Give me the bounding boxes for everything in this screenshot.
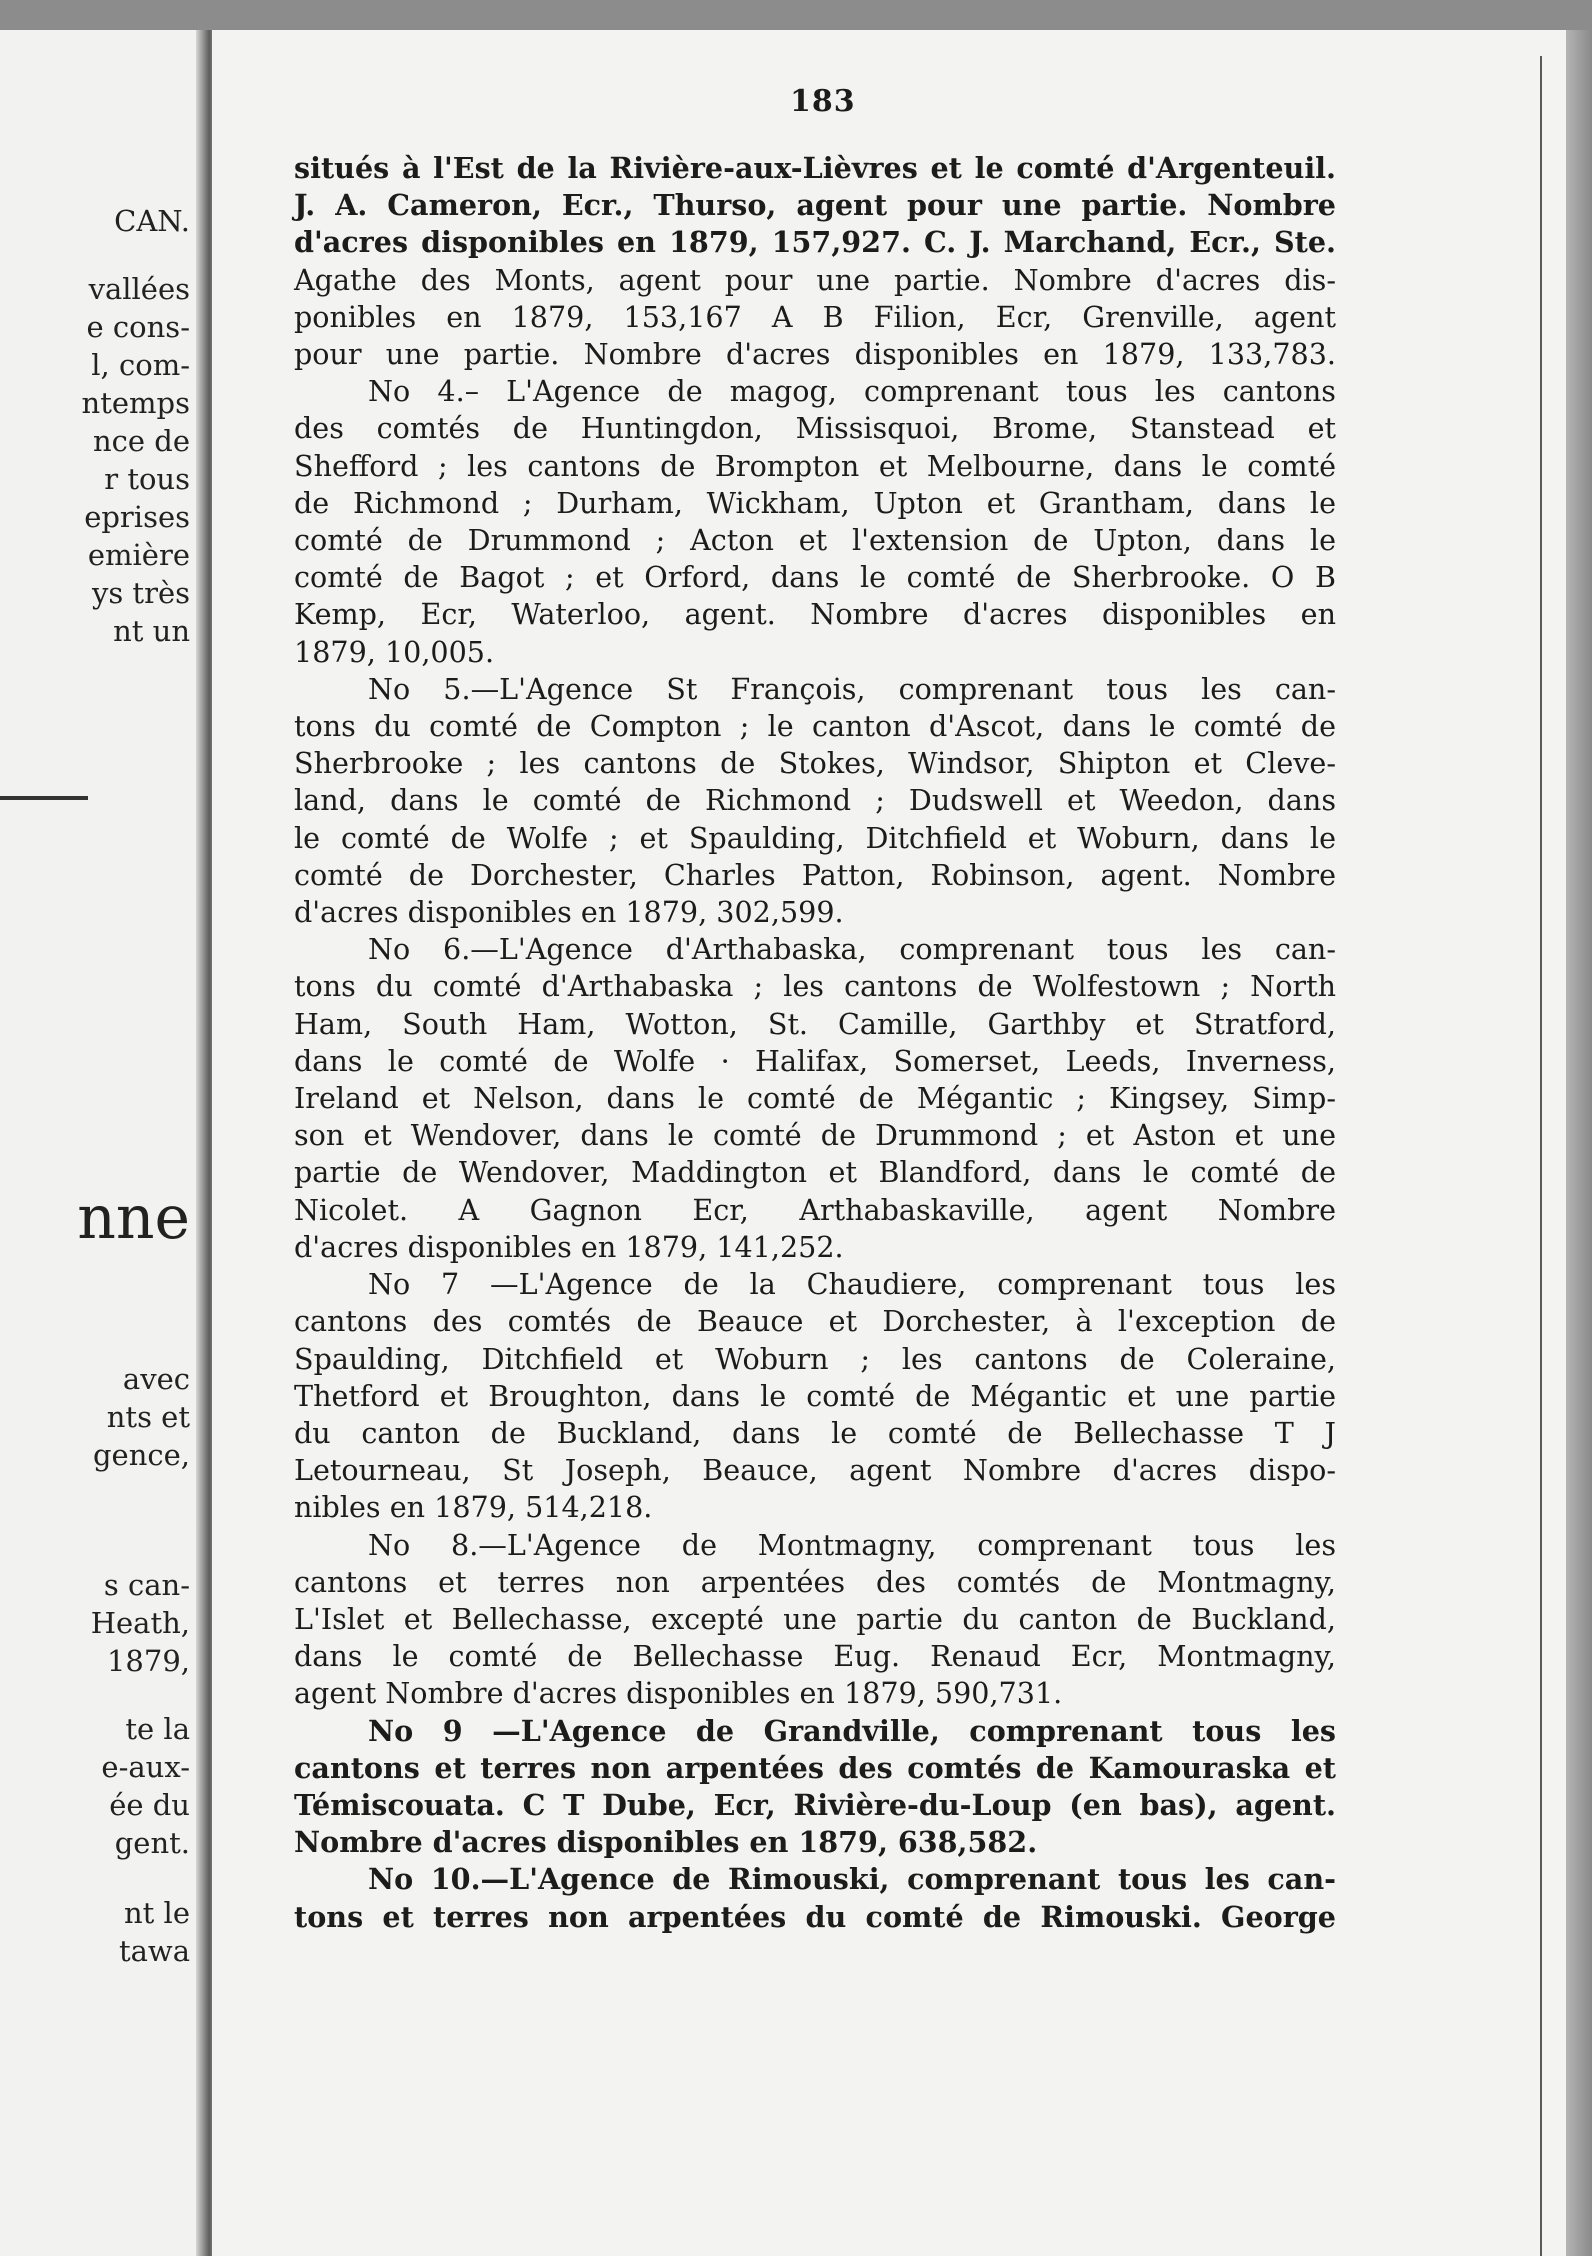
text-line: cantons et terres non arpentées des comtés de Montmagny, <box>294 1564 1336 1599</box>
left-fragment: nt un <box>113 614 190 648</box>
left-fragment: CAN. <box>114 204 190 238</box>
text-line: des comtés de Huntingdon, Missisquoi, Brome, Stanstead et <box>294 411 1336 446</box>
text-line: comté de Drummond ; Acton et l'extension de Upton, dans le <box>294 523 1336 558</box>
text-line: cantons des comtés de Beauce et Dorchester, à l'exception de <box>294 1304 1336 1339</box>
left-fragment: 1879, <box>106 1644 190 1678</box>
text-line: Thetford et Broughton, dans le comté de Mégantic et une partie <box>294 1378 1336 1413</box>
text-line: No 10.—L'Agence de Rimouski, comprenant tous les can- <box>368 1862 1336 1897</box>
scan-right-border <box>1566 30 1592 2256</box>
text-line: d'acres disponibles en 1879, 157,927. C. J. Marchand, Ecr., Ste. <box>294 225 1336 260</box>
left-fragment: e-aux- <box>101 1750 190 1784</box>
text-line: son et Wendover, dans le comté de Drummond ; et Aston et une <box>294 1118 1336 1153</box>
text-line: tons et terres non arpentées du comté de Rimouski. George <box>294 1899 1336 1934</box>
text-line: agent Nombre d'acres disponibles en 1879, 590,731. <box>294 1676 1063 1711</box>
text-line: Kemp, Ecr, Waterloo, agent. Nombre d'acres disponibles en <box>294 597 1336 632</box>
text-line: J. A. Cameron, Ecr., Thurso, agent pour une partie. Nombre <box>294 188 1336 223</box>
left-fragment: nt le <box>124 1896 190 1930</box>
text-line: Shefford ; les cantons de Brompton et Melbourne, dans le comté <box>294 448 1336 483</box>
text-line: L'Islet et Bellechasse, excepté une partie du canton de Buckland, <box>294 1601 1336 1636</box>
text-line: Nicolet. A Gagnon Ecr, Arthabaskaville, agent Nombre <box>294 1192 1336 1227</box>
text-line: ponibles en 1879, 153,167 A B Filion, Ecr, Grenville, agent <box>294 299 1336 334</box>
text-line: Ireland et Nelson, dans le comté de Mégantic ; Kingsey, Simp- <box>294 1081 1336 1116</box>
page-edge-line <box>1540 56 1542 2256</box>
text-line: land, dans le comté de Richmond ; Dudswell et Weedon, dans <box>294 783 1336 818</box>
left-fragment: te la <box>125 1712 190 1746</box>
text-line: dans le comté de Bellechasse Eug. Renaud Ecr, Montmagny, <box>294 1639 1336 1674</box>
left-fragment: nce de <box>92 424 190 458</box>
text-line: comté de Dorchester, Charles Patton, Robinson, agent. Nombre <box>294 857 1336 892</box>
left-fragment: avec <box>122 1362 190 1396</box>
left-fragment: ntemps <box>81 386 190 420</box>
text-line: du canton de Buckland, dans le comté de Bellechasse T J <box>294 1415 1336 1450</box>
text-line: dans le comté de Wolfe · Halifax, Somerset, Leeds, Inverness, <box>294 1043 1336 1078</box>
text-line: Letourneau, St Joseph, Beauce, agent Nombre d'acres dispo- <box>294 1453 1336 1488</box>
text-line: 1879, 10,005. <box>294 634 495 669</box>
text-line: situés à l'Est de la Rivière-aux-Lièvres et le comté d'Argenteuil. <box>294 151 1336 185</box>
text-line: No 9 —L'Agence de Grandville, comprenant tous les <box>368 1713 1336 1748</box>
scan-top-border <box>0 0 1592 30</box>
text-line: No 5.—L'Agence St François, comprenant tous les can- <box>368 671 1336 706</box>
left-fragment: vallées <box>88 272 190 306</box>
left-fragment: s can- <box>103 1568 190 1602</box>
text-line: nibles en 1879, 514,218. <box>294 1490 653 1525</box>
text-line: le comté de Wolfe ; et Spaulding, Ditchfield et Woburn, dans le <box>294 820 1336 855</box>
left-fragment: gence, <box>92 1438 190 1472</box>
body-text <box>294 150 1336 1936</box>
text-line: No 8.—L'Agence de Montmagny, comprenant tous les <box>368 1527 1336 1562</box>
left-fragment: r tous <box>104 462 190 496</box>
left-fragment: Heath, <box>90 1606 190 1640</box>
left-page-edge <box>0 30 206 2256</box>
left-fragment-heading: nne <box>77 1183 190 1253</box>
text-line: d'acres disponibles en 1879, 302,599. <box>294 895 844 930</box>
text-line: Nombre d'acres disponibles en 1879, 638,582. <box>294 1825 1038 1860</box>
text-line: pour une partie. Nombre d'acres disponibles en 1879, 133,783. <box>294 337 1336 372</box>
text-line: de Richmond ; Durham, Wickham, Upton et Grantham, dans le <box>294 485 1336 520</box>
text-line: tons du comté de Compton ; le canton d'Ascot, dans le comté de <box>294 709 1336 744</box>
text-line: Sherbrooke ; les cantons de Stokes, Windsor, Shipton et Cleve- <box>294 746 1336 781</box>
text-line: Ham, South Ham, Wotton, St. Camille, Garthby et Stratford, <box>294 1006 1336 1041</box>
text-line: Spaulding, Ditchfield et Woburn ; les cantons de Coleraine, <box>294 1341 1336 1376</box>
left-fragment: tawa <box>118 1934 190 1968</box>
text-line: No 6.—L'Agence d'Arthabaska, comprenant tous les can- <box>368 932 1336 967</box>
text-line: No 7 —L'Agence de la Chaudiere, comprenant tous les <box>368 1267 1336 1302</box>
left-fragment: emière <box>87 538 190 572</box>
page-number: 183 <box>790 84 856 119</box>
text-line: tons du comté d'Arthabaska ; les cantons de Wolfestown ; North <box>294 969 1336 1004</box>
left-page-rule <box>0 796 88 800</box>
text-line: partie de Wendover, Maddington et Blandford, dans le comté de <box>294 1155 1336 1190</box>
text-line: No 4.– L'Agence de magog, comprenant tous les cantons <box>368 374 1336 409</box>
text-line: Agathe des Monts, agent pour une partie. Nombre d'acres dis- <box>294 262 1336 297</box>
text-line: d'acres disponibles en 1879, 141,252. <box>294 1229 844 1264</box>
text-line: comté de Bagot ; et Orford, dans le comté de Sherbrooke. O B <box>294 560 1336 595</box>
left-fragment: gent. <box>114 1826 190 1860</box>
left-fragment: e cons- <box>86 310 190 344</box>
text-line: Témiscouata. C T Dube, Ecr, Rivière-du-Loup (en bas), agent. <box>294 1787 1336 1822</box>
left-fragment: eprises <box>84 500 190 534</box>
left-fragment: nts et <box>106 1400 190 1434</box>
text-line: cantons et terres non arpentées des comtés de Kamouraska et <box>294 1750 1336 1785</box>
left-fragment: ys très <box>91 576 190 610</box>
left-fragment: ée du <box>109 1788 190 1822</box>
left-fragment: l, com- <box>91 348 190 382</box>
